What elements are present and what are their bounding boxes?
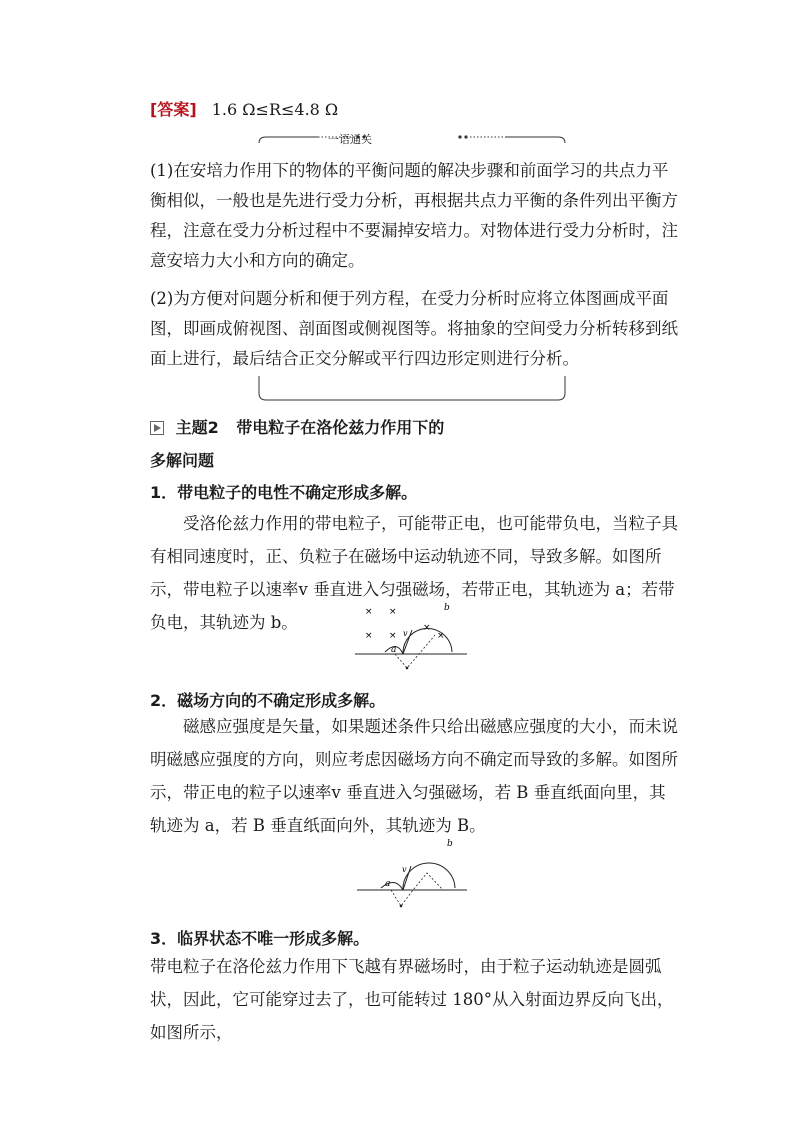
summary-text-1: (1)在安培力作用下的物体的平衡问题的解决步骤和前面学习的共点力平衡相似，一般也是先进行受力分析，再根据共点力平衡的条件列出平衡方程，注意在受力分析过程中不要漏掉安培力。对物体进行受力分析时，注意安培力大小和方向的确定。: [150, 161, 678, 270]
label-a: a: [385, 879, 391, 889]
section-2-paragraph: 磁感应强度是矢量，如果题述条件只给出磁感应强度的大小，而未说明磁感应强度的方向，则应考虑因磁场方向不确定而导致的多解。如图所示，带正电的粒子以速率v 垂直进入匀强磁场，若 B 垂直纸面向里，其轨迹为 a，若 B 垂直纸面向外，其轨迹为 B。: [150, 717, 678, 835]
field-mark: ×: [365, 631, 373, 641]
answer-value: 1.6 Ω≤R≤4.8 Ω: [211, 100, 339, 119]
play-icon: [150, 421, 164, 435]
label-v: v: [402, 865, 407, 874]
section-1-heading: 1．带电粒子的电性不确定形成多解。: [150, 483, 418, 502]
answer-tag: [答案]: [150, 100, 197, 119]
answer-line: [150, 97, 338, 120]
label-v: v: [403, 629, 408, 638]
summary-box-title: 一语通关: [328, 133, 372, 146]
section-3-paragraph: 带电粒子在洛伦兹力作用下飞越有界磁场时，由于粒子运动轨迹是圆弧状，因此，它可能穿过去了，也可能转过 180°从入射面边界反向飞出，如图所示，: [150, 957, 674, 1042]
field-mark: ×: [365, 607, 373, 617]
section-2-heading: 2．磁场方向的不确定形成多解。: [150, 691, 386, 710]
field-mark: ×: [389, 607, 397, 617]
summary-box-bottom-border: [258, 375, 566, 401]
field-mark: ×: [423, 623, 431, 633]
summary-paragraph-2: [150, 284, 680, 374]
section-2-text: [150, 710, 680, 842]
label-b: b: [444, 603, 450, 613]
topic-title-line1: 带电粒子在洛伦兹力作用下的: [236, 418, 445, 437]
label-b: b: [447, 839, 453, 849]
summary-box-top-border: [258, 132, 566, 144]
topic-heading: [150, 415, 444, 438]
figure-2-trajectory: [355, 838, 470, 913]
figure-1-trajectory: [355, 600, 470, 675]
section-3-heading: 3．临界状态不唯一形成多解。: [150, 929, 370, 948]
summary-text-2: (2)为方便对问题分析和便于列方程，在受力分析时应将立体图画成平面图，即画成俯视图、剖面图或侧视图等。将抽象的空间受力分析转移到纸面上进行，最后结合正交分解或平行四边形定则进行分析。: [150, 289, 678, 368]
field-mark: ×: [437, 631, 445, 641]
field-mark: ×: [389, 631, 397, 641]
summary-paragraph-1: [150, 156, 680, 276]
label-a: a: [391, 645, 397, 655]
topic-label: 主题2: [175, 418, 219, 437]
section-1-paragraph: 受洛伦兹力作用的带电粒子，可能带正电，也可能带负电，当粒子具有相同速度时，正、负粒子在磁场中运动轨迹不同，导致多解。如图所示，带电粒子以速率v 垂直进入匀强磁场，若带正电，其轨迹为 a；若带负电，其轨迹为 b。: [150, 514, 678, 632]
section-3-text: [150, 950, 680, 1049]
topic-title-line2: 多解问题: [150, 451, 215, 470]
